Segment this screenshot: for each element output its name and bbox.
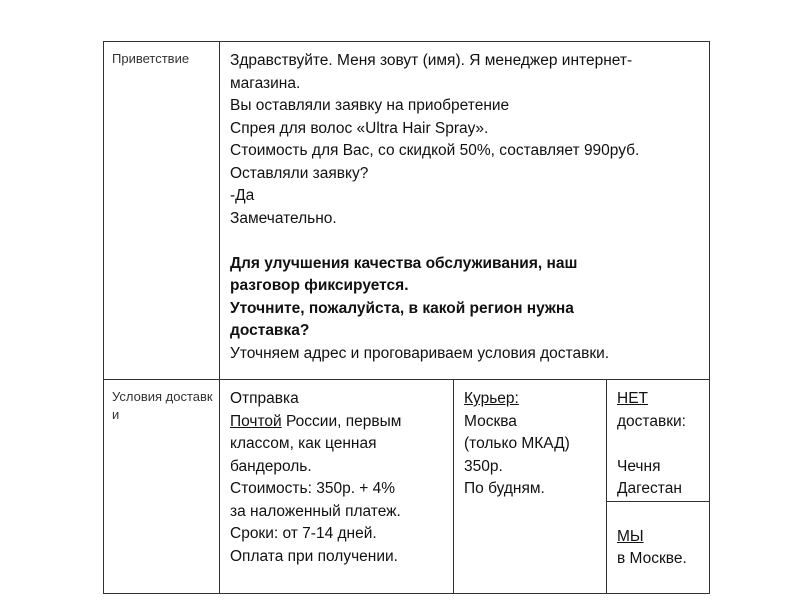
recording-notice-line: Для улучшения качества обслуживания, наш xyxy=(230,254,578,272)
post-line: Оплата при получении. xyxy=(230,547,398,565)
greeting-line: Спрея для волос «Ultra Hair Spray». xyxy=(230,119,489,137)
no-delivery-line: доставки: xyxy=(617,412,686,430)
address-instruction-line: Уточняем адрес и проговариваем условия доставки. xyxy=(230,344,610,362)
no-delivery-cell xyxy=(607,380,710,502)
no-delivery-text xyxy=(607,380,709,501)
post-line: классом, как ценная xyxy=(230,435,377,452)
greeting-line: Стоимость для Вас, со скидкой 50%, составляет 990руб. xyxy=(230,142,640,159)
greeting-line: Здравствуйте. Меня зовут (имя). Я менеджер интернет- xyxy=(230,52,633,69)
post-line: бандероль. xyxy=(230,457,312,475)
delivery-label-cell xyxy=(104,380,220,594)
courier-line: По будням. xyxy=(464,480,545,497)
recording-notice-line: разговор фиксируется. xyxy=(230,277,409,294)
post-line: Стоимость: 350р. + 4% xyxy=(230,480,396,497)
courier-line: 350р. xyxy=(464,457,503,475)
greeting-label: Приветствие xyxy=(112,51,190,66)
courier-cell xyxy=(454,380,607,594)
greeting-row xyxy=(104,42,710,380)
greeting-text-cell xyxy=(220,42,710,380)
no-delivery-line xyxy=(617,433,703,456)
us-line: в Москве. xyxy=(617,550,687,567)
post-line: Сроки: от 7-14 дней. xyxy=(230,525,377,542)
greeting-line: магазина. xyxy=(230,74,301,92)
post-line: за наложенный платеж. xyxy=(230,502,401,520)
us-title: МЫ xyxy=(617,527,644,545)
blank-line xyxy=(230,230,701,253)
greeting-text xyxy=(220,42,709,365)
post-delivery-text xyxy=(220,380,453,568)
region-question-line: Уточните, пожалуйста, в какой регион нужна xyxy=(230,299,574,317)
delivery-row xyxy=(104,380,710,502)
post-line xyxy=(230,411,447,434)
courier-title: Курьер: xyxy=(464,390,519,407)
courier-text xyxy=(454,380,606,501)
post-rest: России, первым xyxy=(281,412,402,430)
greeting-label-cell xyxy=(104,42,220,380)
greeting-line: Оставляли заявку? xyxy=(230,164,369,182)
greeting-line: -Да xyxy=(230,187,255,204)
us-cell xyxy=(607,501,710,593)
greeting-line: Замечательно. xyxy=(230,209,337,227)
courier-line: (только МКАД) xyxy=(464,435,570,452)
no-delivery-title: НЕТ xyxy=(617,390,648,407)
call-script-table xyxy=(103,41,710,594)
post-delivery-cell xyxy=(220,380,454,594)
post-word: Почтой xyxy=(230,412,282,430)
greeting-line: Вы оставляли заявку на приобретение xyxy=(230,97,510,114)
post-title: Отправка xyxy=(230,390,299,407)
courier-line: Москва xyxy=(464,412,517,430)
region-question-line: доставка? xyxy=(230,322,310,339)
no-delivery-line: Чечня xyxy=(617,457,661,475)
delivery-label: Условия доставки xyxy=(112,389,213,422)
us-text xyxy=(607,502,709,571)
no-delivery-line: Дагестан xyxy=(617,480,682,497)
